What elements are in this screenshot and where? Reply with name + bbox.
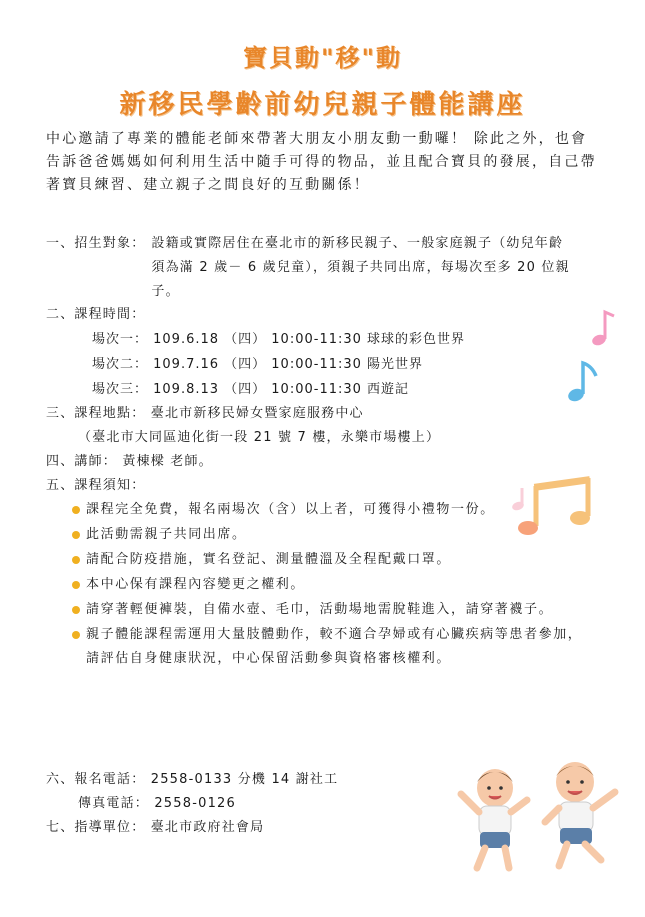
music-note-blue-icon [566, 358, 602, 404]
location-heading: 三、課程地點： [46, 406, 146, 421]
note-text: 請配合防疫措施，實名登記、測量體溫及全程配戴口罩。 [86, 552, 452, 567]
eligibility-heading: 一、招生對象： [46, 236, 146, 251]
bullet-icon [72, 506, 80, 514]
note-text: 親子體能課程需運用大量肢體動作，較不適合孕婦或有心臟疾病等患者參加，請評估自身健康狀況，中心保留活動參與資格審核權利。 [86, 627, 583, 666]
note-item [72, 548, 592, 572]
note-item [72, 623, 592, 671]
music-note-pink-icon [590, 308, 620, 348]
eligibility-text: 設籍或實際居住在臺北市的新移民親子、一般家庭親子（幼兒年齡須為滿 2 歲－ 6 歲兒童），須親子共同出席，每場次至多 20 位親子。 [151, 236, 570, 299]
note-item [72, 573, 592, 597]
bullet-icon [72, 556, 80, 564]
section-notes-heading: 五、課程須知： [46, 478, 146, 493]
schedule-item: 場次一： 109.6.18 （四） 10:00-11:30 球球的彩色世界 [92, 332, 466, 347]
contact-phone: 六、報名電話： 2558-0133 分機 14 謝社工 [46, 772, 339, 787]
contact-fax: 傳真電話： 2558-0126 [78, 796, 236, 811]
schedule-item: 場次二： 109.7.16 （四） 10:00-11:30 陽光世界 [92, 357, 424, 372]
note-item [72, 598, 592, 622]
note-text: 此活動需親子共同出席。 [86, 527, 247, 542]
title-line-2: 新移民學齡前幼兒親子體能講座 [119, 90, 526, 120]
time-heading: 二、課程時間： [46, 307, 146, 322]
note-text: 請穿著輕便褲裝，自備水壺、毛巾，活動場地需脫鞋進入，請穿著襪子。 [86, 602, 554, 617]
section-instructor: 四、講師： 黃棟樑 老師。 [46, 454, 213, 469]
location-address: （臺北市大同區迪化街一段 21 號 7 樓，永樂市場樓上） [78, 430, 441, 445]
intro-paragraph: 中心邀請了專業的體能老師來帶著大朋友小朋友動一動囉！ 除此之外，也會告訴爸爸媽媽如何利用生活中隨手可得的物品，並且配合寶貝的發展，自己帶著寶貝練習、建立親子之間良好的互動關係！ [46, 131, 597, 193]
bullet-icon [72, 606, 80, 614]
location-text: 臺北市新移民婦女暨家庭服務中心 [150, 406, 364, 421]
section-location [46, 402, 606, 426]
schedule-item: 場次三： 109.8.13 （四） 10:00-11:30 西遊記 [92, 382, 410, 397]
section-eligibility [46, 232, 606, 304]
music-note-orange-icon [504, 466, 604, 546]
guidance-unit: 七、指導單位： 臺北市政府社會局 [46, 820, 265, 835]
bullet-icon [72, 531, 80, 539]
section-time [46, 303, 606, 327]
schedule-list [92, 327, 465, 402]
title-line-1: 寶貝動"移"動 [242, 44, 402, 72]
children-illustration [455, 760, 630, 875]
bullet-icon [72, 631, 80, 639]
note-text: 本中心保有課程內容變更之權利。 [86, 577, 306, 592]
note-text: 課程完全免費，報名兩場次（含）以上者，可獲得小禮物一份。 [86, 502, 495, 517]
bullet-icon [72, 581, 80, 589]
